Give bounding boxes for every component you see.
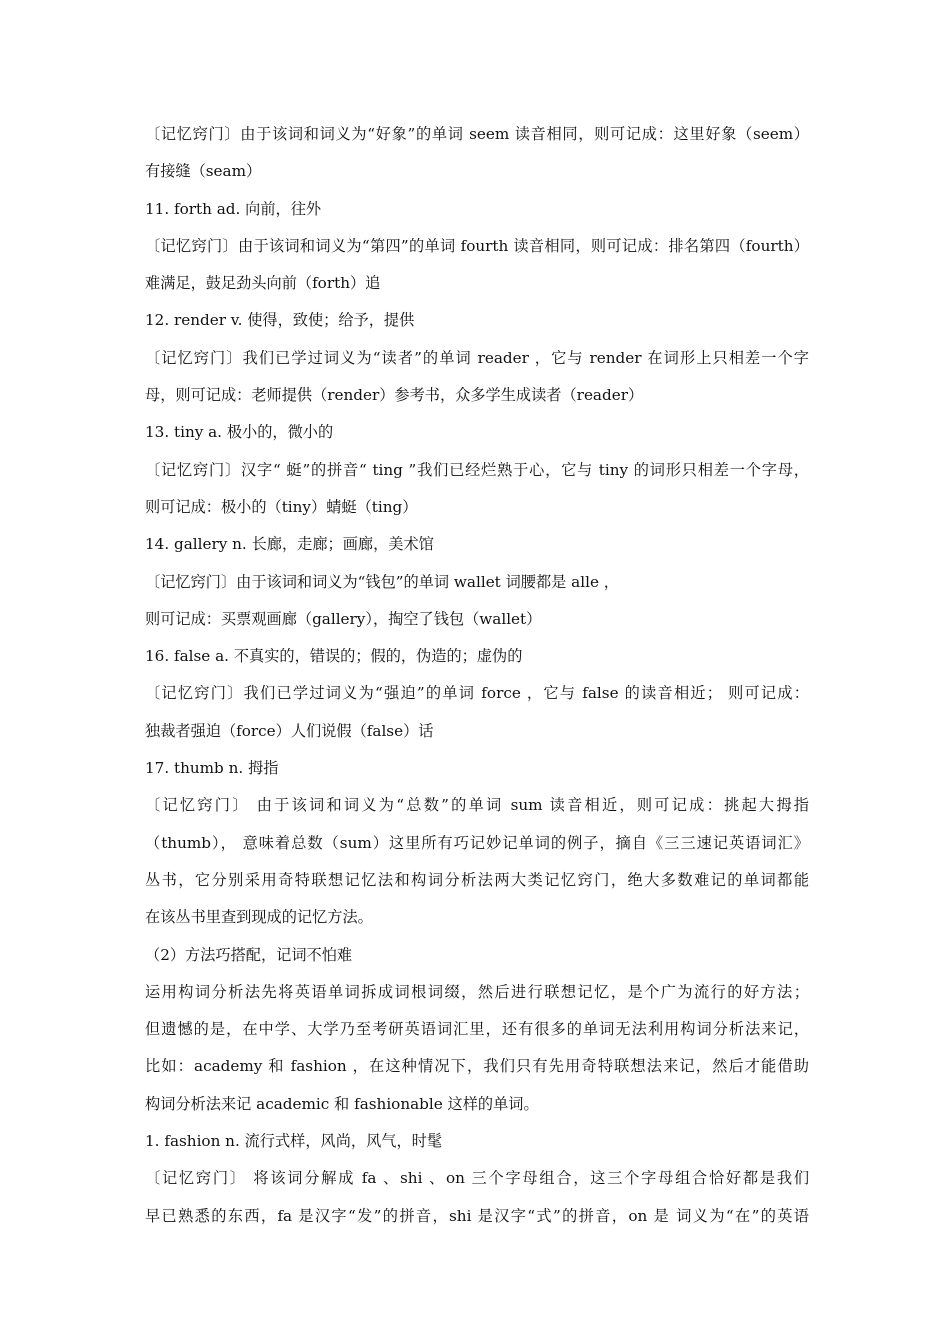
document-page [145, 116, 809, 1235]
text-line: 〔记忆窍门〕我们已学过词义为“强迫”的单词 force ，它与 false 的读音相近； 则可记成： [145, 684, 809, 703]
text-line: 在该丛书里查到现成的记忆方法。 [145, 908, 373, 927]
text-line: 〔记忆窍门〕由于该词和词义为“好象”的单词 seem 读音相同，则可记成：这里好象（seem） [145, 125, 809, 143]
text-line: 难满足，鼓足劲头向前（forth）追 [145, 274, 381, 293]
text-line: 则可记成：买票观画廊（gallery），掏空了钱包（wallet） [145, 609, 542, 628]
text-line: 有接缝（seam） [145, 162, 262, 181]
text-line: 早已熟悉的东西，fa 是汉字“发”的拼音，shi 是汉字“式”的拼音，on 是 词义为“在”的英语 [145, 1206, 809, 1225]
text-line: 〔记忆窍门〕我们已学过词义为“读者”的单词 reader ，它与 render 在词形上只相差一个字 [145, 348, 809, 367]
text-line: 则可记成：极小的（tiny）蜻蜓（ting） [145, 497, 418, 516]
text-line: 〔记忆窍门〕 将该词分解成 fa 、shi 、on 三个字母组合，这三个字母组合恰好都是我们 [145, 1169, 809, 1188]
entry-heading: 14. gallery n. 长廊，走廊；画廊，美术馆 [145, 535, 434, 554]
entry-heading: 1. fashion n. 流行式样，风尚，风气，时髦 [145, 1132, 443, 1151]
text-line: 运用构词分析法先将英语单词拆成词根词缀，然后进行联想记忆，是个广为流行的好方法； [145, 982, 809, 1001]
text-line: 构词分析法来记 academic 和 fashionable 这样的单词。 [145, 1094, 539, 1113]
entry-heading: 11. forth ad. 向前，往外 [145, 199, 322, 218]
text-line: 〔记忆窍门〕由于该词和词义为“钱包”的单词 wallet 词腰都是 alle ， [145, 572, 619, 591]
text-line: 〔记忆窍门〕由于该词和词义为“第四”的单词 fourth 读音相同，则可记成：排名第四（fourth） [145, 236, 809, 255]
text-line: 丛书，它分别采用奇特联想记忆法和构词分析法两大类记忆窍门，绝大多数难记的单词都能 [145, 870, 809, 889]
entry-heading: 12. render v. 使得，致使；给予，提供 [145, 311, 415, 330]
text-line: 独裁者强迫（force）人们说假（false）话 [145, 721, 434, 740]
entry-heading: 17. thumb n. 拇指 [145, 759, 279, 778]
text-line: （thumb）， 意味着总数（sum）这里所有巧记妙记单词的例子，摘自《三三速记英语词汇》 [145, 833, 809, 852]
text-line: 比如：academy 和 fashion ，在这种情况下，我们只有先用奇特联想法来记，然后才能借助 [145, 1057, 809, 1076]
entry-heading: 16. false a. 不真实的，错误的；假的，伪造的；虚伪的 [145, 647, 523, 666]
text-line: 〔记忆窍门〕汉字“ 蜓”的拼音“ ting ”我们已经烂熟于心，它与 tiny 的词形只相差一个字母， [145, 460, 809, 479]
text-line: 母，则可记成：老师提供（render）参考书，众多学生成读者（reader） [145, 386, 644, 405]
text-line: 但遗憾的是，在中学、大学乃至考研英语词汇里，还有很多的单词无法利用构词分析法来记， [145, 1020, 809, 1039]
section-heading: （2）方法巧搭配，记词不怕难 [145, 945, 353, 964]
text-line: 〔记忆窍门〕 由于该词和词义为“总数”的单词 sum 读音相近，则可记成：挑起大拇指 [145, 796, 809, 815]
entry-heading: 13. tiny a. 极小的，微小的 [145, 423, 334, 442]
